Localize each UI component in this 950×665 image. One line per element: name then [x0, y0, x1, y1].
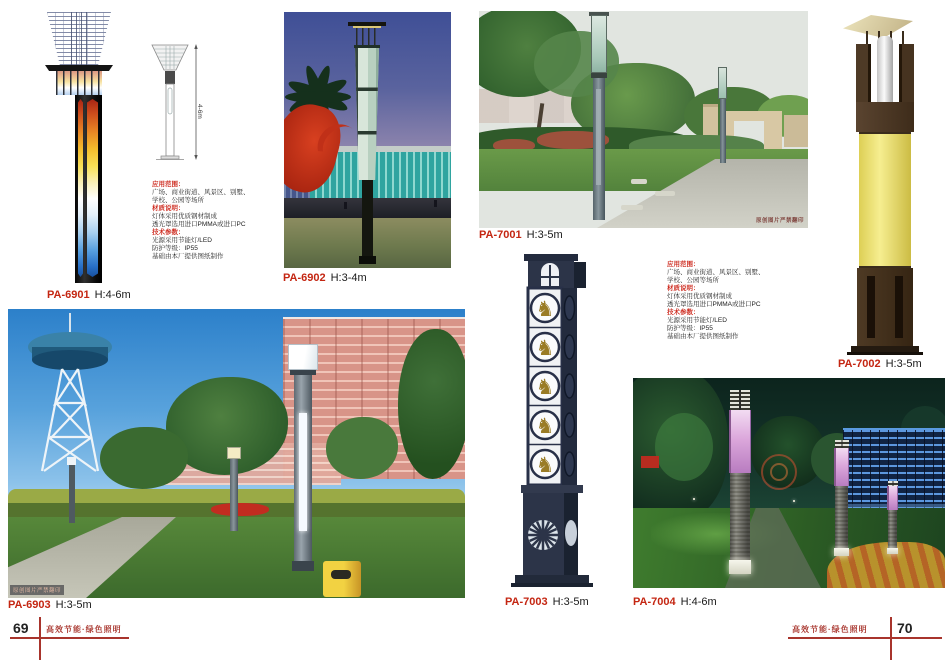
product-height: H:3-5m: [552, 596, 589, 608]
lamp-pole-panel: [596, 89, 601, 185]
lamp3-granite-body: [888, 510, 897, 548]
product-height: H:3-5m: [55, 599, 92, 611]
pa7002-product-render: [838, 14, 942, 355]
spec-heading-technical: 技术参数：: [152, 229, 185, 236]
lamp1-top-fins: [730, 390, 750, 410]
spec-line: 广场、商业街道、风景区、别墅、: [152, 189, 250, 196]
stepping-stone: [621, 205, 643, 210]
lamp-mid-pole: [230, 459, 238, 531]
trash-bin: [323, 561, 361, 597]
gate-wall-far: [784, 115, 808, 147]
product-height: H:3-5m: [526, 229, 563, 241]
product-height: H:3-4m: [330, 272, 367, 284]
spec-line: 透光罩选用进口PMMA或进口PC: [152, 221, 246, 228]
spec-line: 学校、公园等场所: [152, 197, 204, 204]
lamp-pole-far: [720, 99, 726, 163]
lamp-base: [292, 561, 314, 571]
pedestrian: [344, 202, 347, 209]
lamp2-glowing-base: [834, 548, 849, 556]
pa7002-slot: [895, 276, 903, 338]
lamp-light-panel: [299, 413, 307, 531]
pedestrian: [434, 200, 437, 207]
pa7003-label: [505, 596, 589, 608]
pa6902-photo: [284, 12, 451, 268]
lamp-glass-head: [591, 15, 607, 73]
spec-line: 光源采用节能灯/LED: [152, 237, 212, 244]
spec-heading-material: 材质说明：: [667, 285, 700, 292]
stepping-stone: [655, 191, 675, 196]
pa6901-technical-drawing: [146, 40, 204, 175]
pa7003-product-render: [500, 250, 622, 592]
page-number-right: 70: [897, 620, 913, 636]
lamp2-pink-diffuser: [834, 448, 849, 486]
product-height: H:3-5m: [885, 358, 922, 370]
spec-line: 防护等级：IP55: [152, 245, 198, 252]
product-code: PA-7003: [505, 596, 548, 608]
product-code: PA-7004: [633, 596, 676, 608]
spec-line: 灯体采用优质钢材制成: [667, 293, 732, 300]
spec-block-left: [152, 181, 272, 261]
product-code: PA-6903: [8, 599, 51, 611]
lamp2-top-fins: [835, 440, 849, 448]
footer-slogan-right: 高效节能·绿色照明: [792, 625, 868, 634]
pa7004-label: [633, 596, 717, 608]
product-height: H:4-6m: [94, 289, 131, 301]
pa6903-label: [8, 599, 92, 611]
svg-text:♞: ♞: [535, 297, 555, 321]
product-height: H:4-6m: [680, 596, 717, 608]
ferris-wheel-glow-inner: [770, 463, 788, 481]
pa7001-photo: [479, 11, 808, 228]
lamp3-pink-diffuser: [887, 486, 898, 510]
stepping-stone: [631, 179, 647, 184]
lamp3-glowing-base: [887, 548, 898, 554]
photo-watermark: 原创图片严禁翻印: [10, 585, 64, 595]
footer-rule-left: [10, 637, 129, 639]
pa6901-dimension-label: 4-6m: [196, 104, 203, 119]
spec-line: 光源采用节能灯/LED: [667, 317, 727, 324]
lamp1-pink-diffuser: [729, 410, 751, 473]
lamp-top-rods: [356, 28, 378, 45]
svg-text:♞: ♞: [535, 336, 555, 360]
pa6901-pole: [75, 95, 102, 283]
lamp-head-frame: [354, 45, 380, 48]
spec-heading-application: 应用范围：: [152, 181, 185, 188]
spec-line: 防护等级：IP55: [667, 325, 713, 332]
page-number-left: 69: [13, 620, 29, 636]
pa6901-product-render: [44, 10, 116, 288]
lamp-small-top: [67, 457, 76, 465]
trash-bin-slot: [331, 570, 351, 579]
pa6903-photo: [8, 309, 465, 598]
red-flower-bed: [211, 503, 269, 516]
spec-heading-application: 应用范围：: [667, 261, 700, 268]
lamp-glass-panel: [355, 48, 379, 180]
daisy-rosette-side: [565, 520, 577, 546]
footer-rule-right: [788, 637, 942, 639]
pa6901-rod-section: [56, 71, 102, 95]
lamp1-glowing-base: [729, 560, 751, 574]
street-light-dot: [693, 498, 695, 500]
svg-text:♞: ♞: [535, 375, 555, 399]
photo-watermark: 原创图片严禁翻印: [755, 218, 804, 224]
spec-line: 广场、商业街道、风景区、别墅、: [667, 269, 765, 276]
red-sign: [641, 456, 659, 468]
spec-heading-material: 材质说明：: [152, 205, 185, 212]
pa7002-yellow-diffuser: [859, 132, 911, 268]
pa7002-label: [838, 358, 922, 370]
lamp-lower-pole: [362, 180, 373, 258]
spec-block-right: [667, 261, 787, 341]
pa6901-rainbow-stripe-right: [87, 99, 98, 277]
tree: [398, 329, 465, 479]
product-code: PA-7001: [479, 229, 522, 241]
lamp-glass-head-far: [718, 67, 727, 99]
lamp-mid-cube-top: [227, 447, 241, 459]
daisy-rosette: [528, 520, 558, 550]
lamp-base: [359, 256, 376, 264]
pa7002-bottom-section: [857, 268, 913, 346]
footer-slogan-left: 高效节能·绿色照明: [46, 625, 122, 634]
lit-tree: [655, 413, 713, 481]
pa6901-rainbow-stripe-left: [78, 99, 83, 277]
street-light-dot: [793, 500, 795, 502]
product-code: PA-7002: [838, 358, 881, 370]
lamp2-granite-body: [835, 486, 848, 548]
pa7001-label: [479, 229, 563, 241]
spec-line: 透光罩选用进口PMMA或进口PC: [667, 301, 761, 308]
svg-text:♞: ♞: [535, 453, 555, 477]
lamp-cube-top: [288, 344, 318, 370]
pa7002-slot: [867, 276, 875, 338]
spec-heading-technical: 技术参数：: [667, 309, 700, 316]
lamp-small-pole: [69, 465, 75, 523]
spec-line: 基础由本厂提供图纸制作: [667, 333, 739, 340]
pa6901-label: [47, 289, 131, 301]
spec-line: 基础由本厂提供图纸制作: [152, 253, 224, 260]
pa7002-top-band: [856, 102, 914, 132]
spec-line: 学校、公园等场所: [667, 277, 719, 284]
svg-text:♞: ♞: [535, 414, 555, 438]
pa7002-base-plate: [847, 352, 923, 355]
product-code: PA-6902: [283, 272, 326, 284]
lamp1-granite-body: [730, 473, 750, 560]
pa6901-crown-core: [71, 12, 87, 65]
spec-line: 灯体采用优质钢材制成: [152, 213, 217, 220]
pa6902-label: [283, 272, 367, 284]
product-code: PA-6901: [47, 289, 90, 301]
pa7004-photo: [633, 378, 945, 588]
